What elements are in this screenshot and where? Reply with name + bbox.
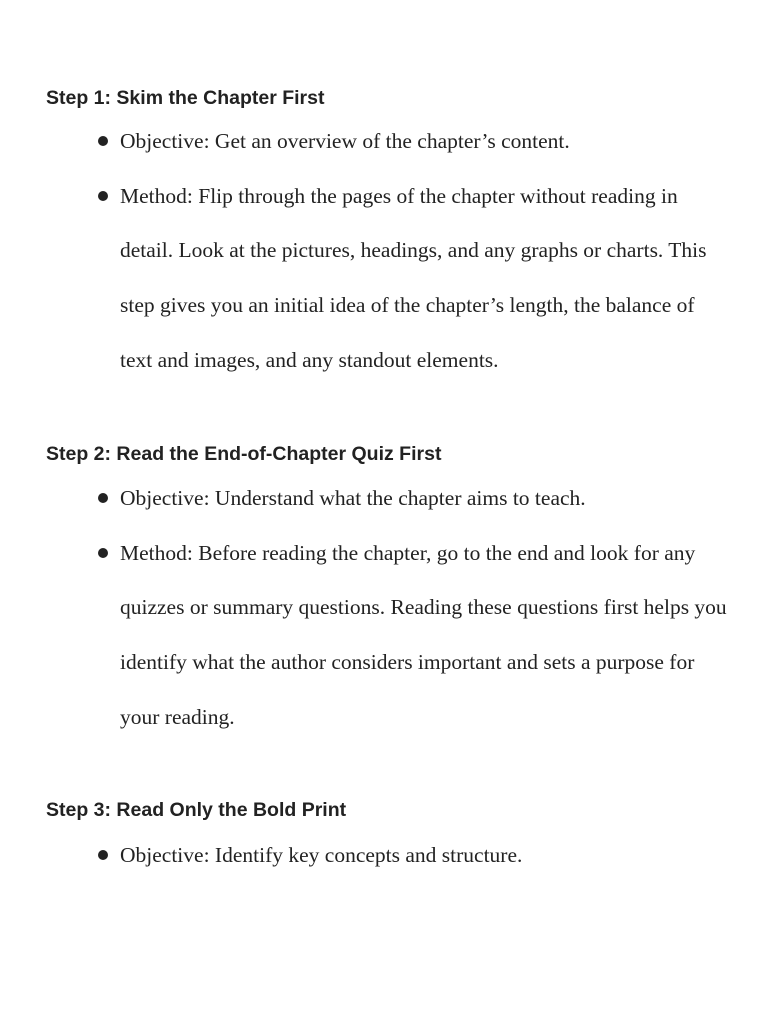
list-item [0, 828, 730, 883]
list-item [0, 169, 730, 388]
bullet-icon [98, 136, 108, 146]
bullet-icon [98, 850, 108, 860]
step-3-heading: Step 3: Read Only the Bold Print [46, 799, 347, 821]
bullet-icon [98, 191, 108, 201]
step-1-list [0, 114, 768, 388]
list-item [0, 471, 730, 526]
list-item-text: Method: Before reading the chapter, go to the end and look for any quizzes or summary questions. Reading these questions first helps you identify what the author considers important and sets a purpose for your reading. [120, 540, 727, 729]
step-1-heading: Step 1: Skim the Chapter First [46, 87, 325, 109]
list-item-text: Objective: Identify key concepts and structure. [120, 843, 523, 867]
list-item [0, 114, 730, 169]
list-item-text: Objective: Understand what the chapter aims to teach. [120, 486, 586, 510]
step-2-list [0, 471, 768, 745]
list-item-text: Method: Flip through the pages of the chapter without reading in detail. Look at the pictures, headings, and any graphs or charts. This step gives you an initial idea of the chapter’s length, the balance of text and images, and any standout elements. [120, 183, 707, 372]
step-2-heading: Step 2: Read the End-of-Chapter Quiz First [46, 443, 442, 465]
list-item [0, 526, 730, 745]
bullet-icon [98, 548, 108, 558]
list-item-text: Objective: Get an overview of the chapter’s content. [120, 129, 570, 153]
step-3-list [0, 828, 768, 883]
bullet-icon [98, 493, 108, 503]
